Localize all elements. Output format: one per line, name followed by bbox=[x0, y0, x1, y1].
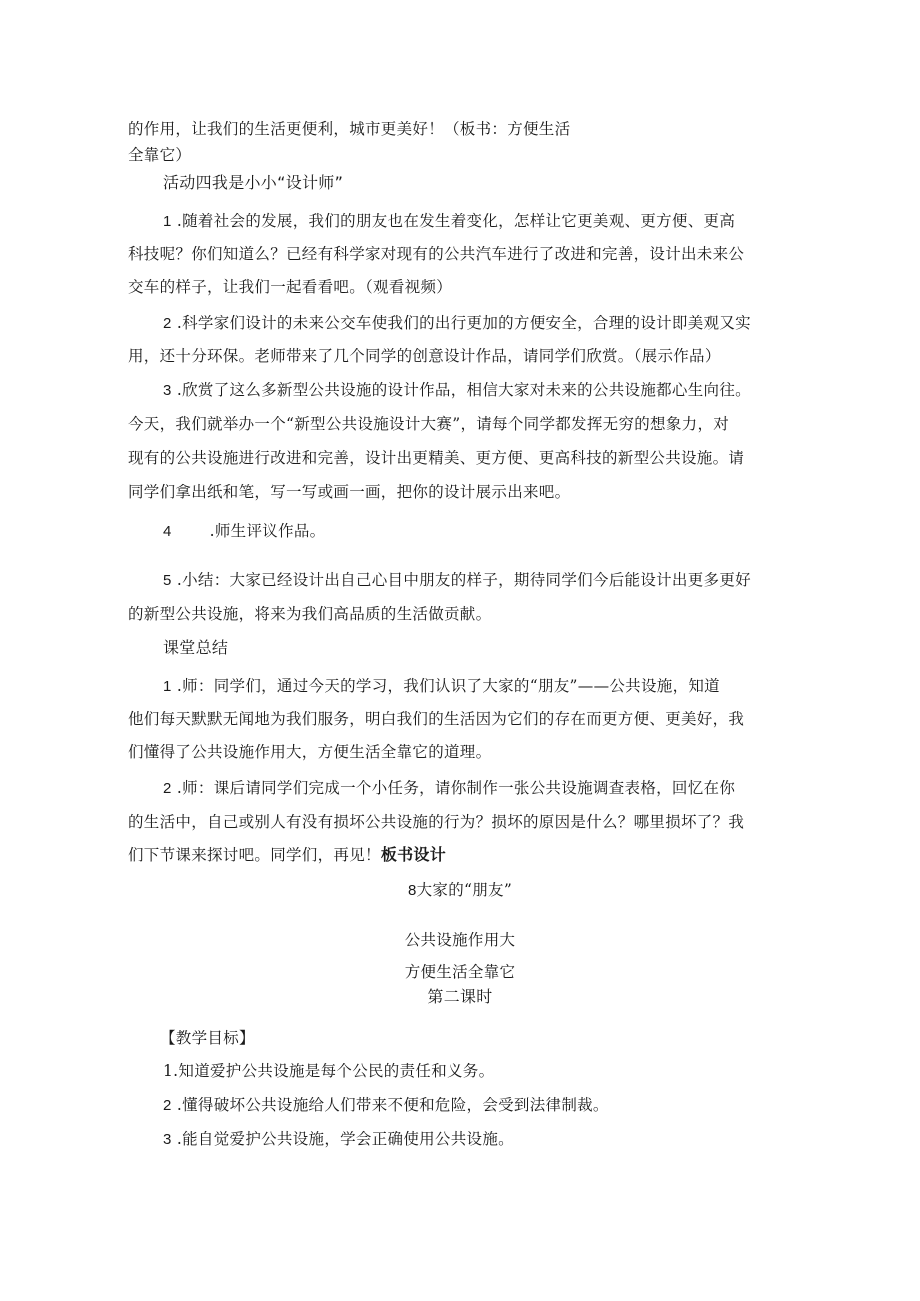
text: 大家的“朋友” bbox=[416, 881, 513, 899]
paragraph-line bbox=[128, 742, 491, 762]
board-design-heading: 板书设计 bbox=[380, 845, 447, 864]
text: 他们每天默默无闻地为我们服务，明白我们的生活因为它们的存在而更方便、更美好，我 bbox=[128, 710, 745, 728]
item-number: 1 bbox=[163, 678, 172, 695]
text: .随着社会的发展，我们的朋友也在发生着变化，怎样让它更美观、更方便、更高 bbox=[176, 212, 736, 230]
text: 全靠它） bbox=[128, 146, 192, 164]
paragraph-line bbox=[128, 244, 744, 264]
text: 方便生活全靠它 bbox=[404, 963, 516, 981]
paragraph-line bbox=[163, 778, 735, 799]
text: 公共设施作用大 bbox=[404, 931, 516, 949]
item-number: 5 bbox=[163, 572, 172, 589]
item-number: 3 bbox=[163, 382, 172, 399]
text: 们下节课来探讨吧。同学们，再见！ bbox=[128, 846, 381, 864]
goal-item bbox=[163, 1095, 609, 1116]
text: 的生活中，自己或别人有没有损坏公共设施的行为？损坏的原因是什么？哪里损坏了？我 bbox=[128, 813, 745, 831]
item-number: 2 bbox=[163, 1097, 172, 1114]
item-number: 4 bbox=[163, 523, 172, 540]
item-number: 3 bbox=[163, 1131, 172, 1148]
paragraph-line bbox=[163, 521, 325, 542]
text: .科学家们设计的未来公交车使我们的出行更加的方便安全，合理的设计即美观又实 bbox=[176, 314, 751, 332]
text: 今天，我们就举办一个“新型公共设施设计大赛”，请每个同学都发挥无穷的想象力，对 bbox=[128, 415, 730, 433]
text: .欣赏了这么多新型公共设施的设计作品，相信大家对未来的公共设施都心生向往。 bbox=[176, 381, 751, 399]
text-line bbox=[128, 145, 191, 165]
text: 现有的公共设施进行改进和完善，设计出更精美、更方便、更高科技的新型公共设施。请 bbox=[128, 449, 745, 467]
goal-item bbox=[163, 1129, 514, 1150]
heading-text: 第二课时 bbox=[427, 987, 493, 1006]
paragraph-line bbox=[128, 277, 452, 297]
text: .能自觉爱护公共设施，学会正确使用公共设施。 bbox=[176, 1130, 514, 1148]
heading-text: 课堂总结 bbox=[163, 638, 229, 657]
heading-text: 【教学目标】 bbox=[160, 1029, 255, 1047]
item-number: 2 bbox=[163, 780, 172, 797]
paragraph-line bbox=[128, 414, 729, 434]
paragraph-line bbox=[128, 709, 744, 729]
text: 同学们拿出纸和笔，写一写或画一画，把你的设计展示出来吧。 bbox=[128, 483, 571, 501]
paragraph-line bbox=[163, 380, 751, 401]
text: 用，还十分环保。老师带来了几个同学的创意设计作品，请同学们欣赏。（展示作品） bbox=[128, 347, 721, 365]
text: 交车的样子，让我们一起看看吧。（观看视频） bbox=[128, 278, 453, 296]
heading-text: 活动四我是小小“设计师” bbox=[163, 173, 344, 192]
text: 科技呢？你们知道么？已经有科学家对现有的公共汽车进行了改进和完善，设计出未来公 bbox=[128, 245, 745, 263]
paragraph-line bbox=[163, 676, 720, 697]
text: .小结：大家已经设计出自己心目中朋友的样子，期待同学们今后能设计出更多更好 bbox=[176, 571, 751, 589]
paragraph-line bbox=[128, 482, 570, 502]
text-line bbox=[128, 119, 570, 139]
board-line bbox=[0, 930, 920, 950]
text: 1.知道爱护公共设施是每个公民的责任和义务。 bbox=[163, 1062, 495, 1080]
board-line bbox=[0, 962, 920, 982]
section-heading-activity4 bbox=[163, 173, 343, 193]
paragraph-line bbox=[128, 812, 744, 832]
lesson-two-title bbox=[0, 987, 920, 1007]
lesson-number: 8 bbox=[407, 882, 417, 899]
text: .师：同学们，通过今天的学习，我们认识了大家的“朋友”——公共设施，知道 bbox=[176, 677, 720, 695]
paragraph-line bbox=[128, 346, 721, 366]
text: .师生评议作品。 bbox=[209, 522, 326, 540]
text: .懂得破坏公共设施给人们带来不便和危险，会受到法律制裁。 bbox=[176, 1096, 609, 1114]
goals-heading bbox=[160, 1028, 255, 1048]
text: 的作用，让我们的生活更便利，城市更美好！（板书：方便生活 bbox=[128, 120, 571, 138]
paragraph-line bbox=[128, 604, 491, 624]
text: .师：课后请同学们完成一个小任务，请你制作一张公共设施调查表格，回忆在你 bbox=[176, 779, 736, 797]
paragraph-line bbox=[163, 313, 751, 334]
paragraph-line bbox=[128, 845, 446, 865]
text: 们懂得了公共设施作用大，方便生活全靠它的道理。 bbox=[128, 743, 492, 761]
item-number: 1 bbox=[163, 213, 172, 230]
item-number: 2 bbox=[163, 315, 172, 332]
board-title bbox=[0, 880, 920, 901]
paragraph-line bbox=[163, 211, 735, 232]
section-heading-summary bbox=[163, 638, 228, 658]
paragraph-line bbox=[163, 570, 751, 591]
paragraph-line bbox=[128, 448, 744, 468]
goal-item bbox=[163, 1061, 494, 1081]
text: 的新型公共设施，将来为我们高品质的生活做贡献。 bbox=[128, 605, 492, 623]
